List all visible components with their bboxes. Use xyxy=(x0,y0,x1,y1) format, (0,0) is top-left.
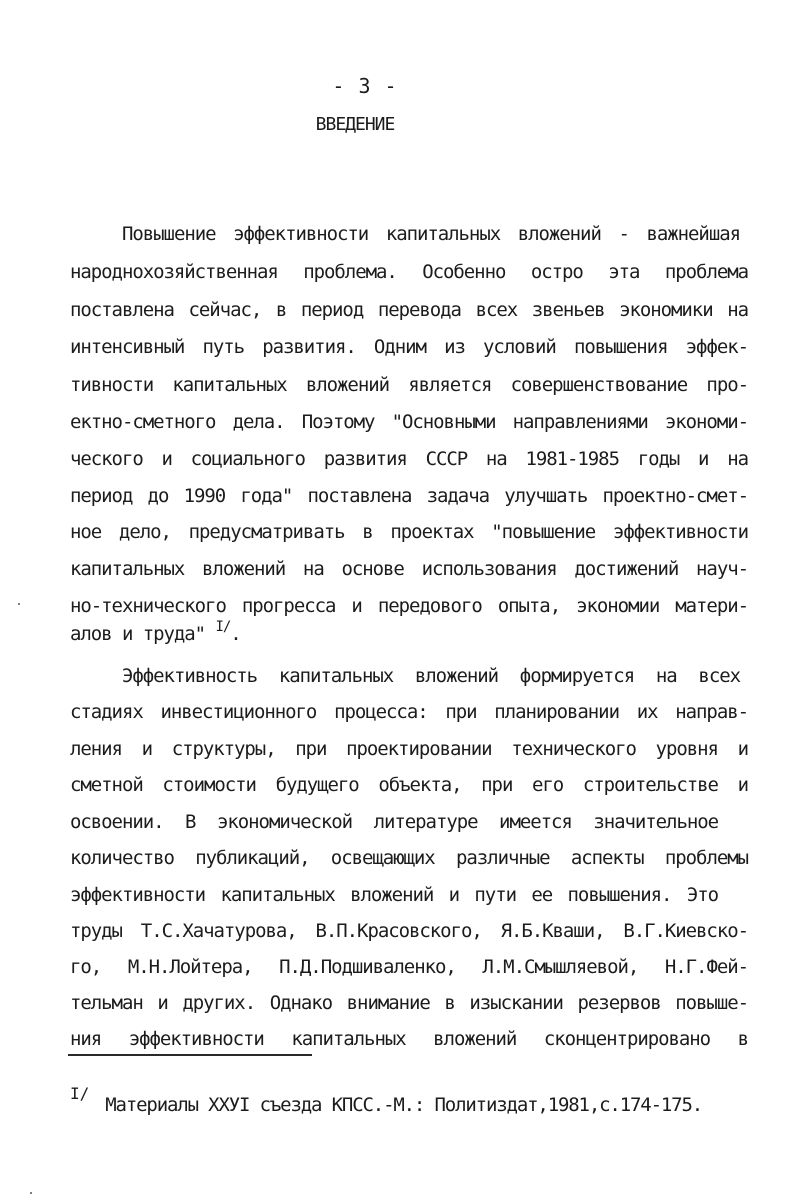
paragraph-1-line: интенсивный путь развития. Одним из условий повышения эффек- xyxy=(70,336,748,358)
paragraph-2-line: освоении. В экономической литературе имеется значительное xyxy=(70,811,718,833)
paragraph-1-line: народнохозяйственная проблема. Особенно остро эта проблема xyxy=(70,261,748,283)
footnote-mark: I/ xyxy=(70,1084,90,1103)
paragraph-1-line: период до 1990 года" поставлена задача улучшать проектно-смет- xyxy=(70,485,748,507)
footnote-reference: I/ xyxy=(215,619,231,635)
footnote-separator xyxy=(68,1054,312,1056)
paragraph-1-line: но-технического прогресса и передового опыта, экономии матери- xyxy=(70,595,748,617)
paragraph-1-line: тивности капитальных вложений является совершенствование про- xyxy=(70,374,748,396)
paragraph-2-line: стадиях инвестиционного процесса: при планировании их направ- xyxy=(70,701,748,723)
paragraph-2-line: тельман и других. Однако внимание в изыскании резервов повыше- xyxy=(70,992,748,1014)
page-number: - 3 - xyxy=(332,74,398,98)
paragraph-1-line: Повышение эффективности капитальных вложений - важнейшая xyxy=(122,223,740,245)
paragraph-2-line: го, М.Н.Лойтера, П.Д.Подшиваленко, Л.М.Смышляевой, Н.Г.Фей- xyxy=(70,956,748,978)
paragraph-1-line: ектно-сметного дела. Поэтому "Основными направлениями экономи- xyxy=(70,411,748,433)
paragraph-2-line: эффективности капитальных вложений и пути ее повышения. Это xyxy=(70,884,718,906)
paragraph-1-last-line xyxy=(70,619,241,648)
paragraph-1-line: поставлена сейчас, в период перевода всех звеньев экономики на xyxy=(70,299,748,321)
paragraph-2-line: количество публикаций, освещающих различные аспекты проблемы xyxy=(70,847,748,869)
scan-speck xyxy=(18,603,20,605)
paragraph-1-end: . xyxy=(230,623,241,645)
paragraph-2-line: Эффективность капитальных вложений формируется на всех xyxy=(122,665,740,687)
footnote-text: Материалы XXУI съезда КПСС.-М.: Политиздат,1981,с.174-175. xyxy=(105,1094,703,1116)
paragraph-2-line: труды Т.С.Хачатурова, В.П.Красовского, Я.Б.Кваши, В.Г.Киевско- xyxy=(70,920,748,942)
paragraph-1-line: ческого и социального развития СССР на 1981-1985 годы и на xyxy=(70,448,748,470)
paragraph-2-line: ления и структуры, при проектировании технического уровня и xyxy=(70,738,748,760)
section-heading: ВВЕДЕНИЕ xyxy=(315,114,395,135)
paragraph-1-line: капитальных вложений на основе использования достижений науч- xyxy=(70,558,748,580)
paragraph-1-line: ное дело, предусматривать в проектах "повышение эффективности xyxy=(70,521,748,543)
footnote xyxy=(70,1084,703,1116)
paragraph-2-line: ния эффективности капитальных вложений сконцентрировано в xyxy=(70,1028,748,1050)
scan-speck xyxy=(30,1192,32,1194)
paragraph-1-line: алов и труда" xyxy=(70,623,206,645)
paragraph-2-line: сметной стоимости будущего объекта, при его строительстве и xyxy=(70,774,748,796)
